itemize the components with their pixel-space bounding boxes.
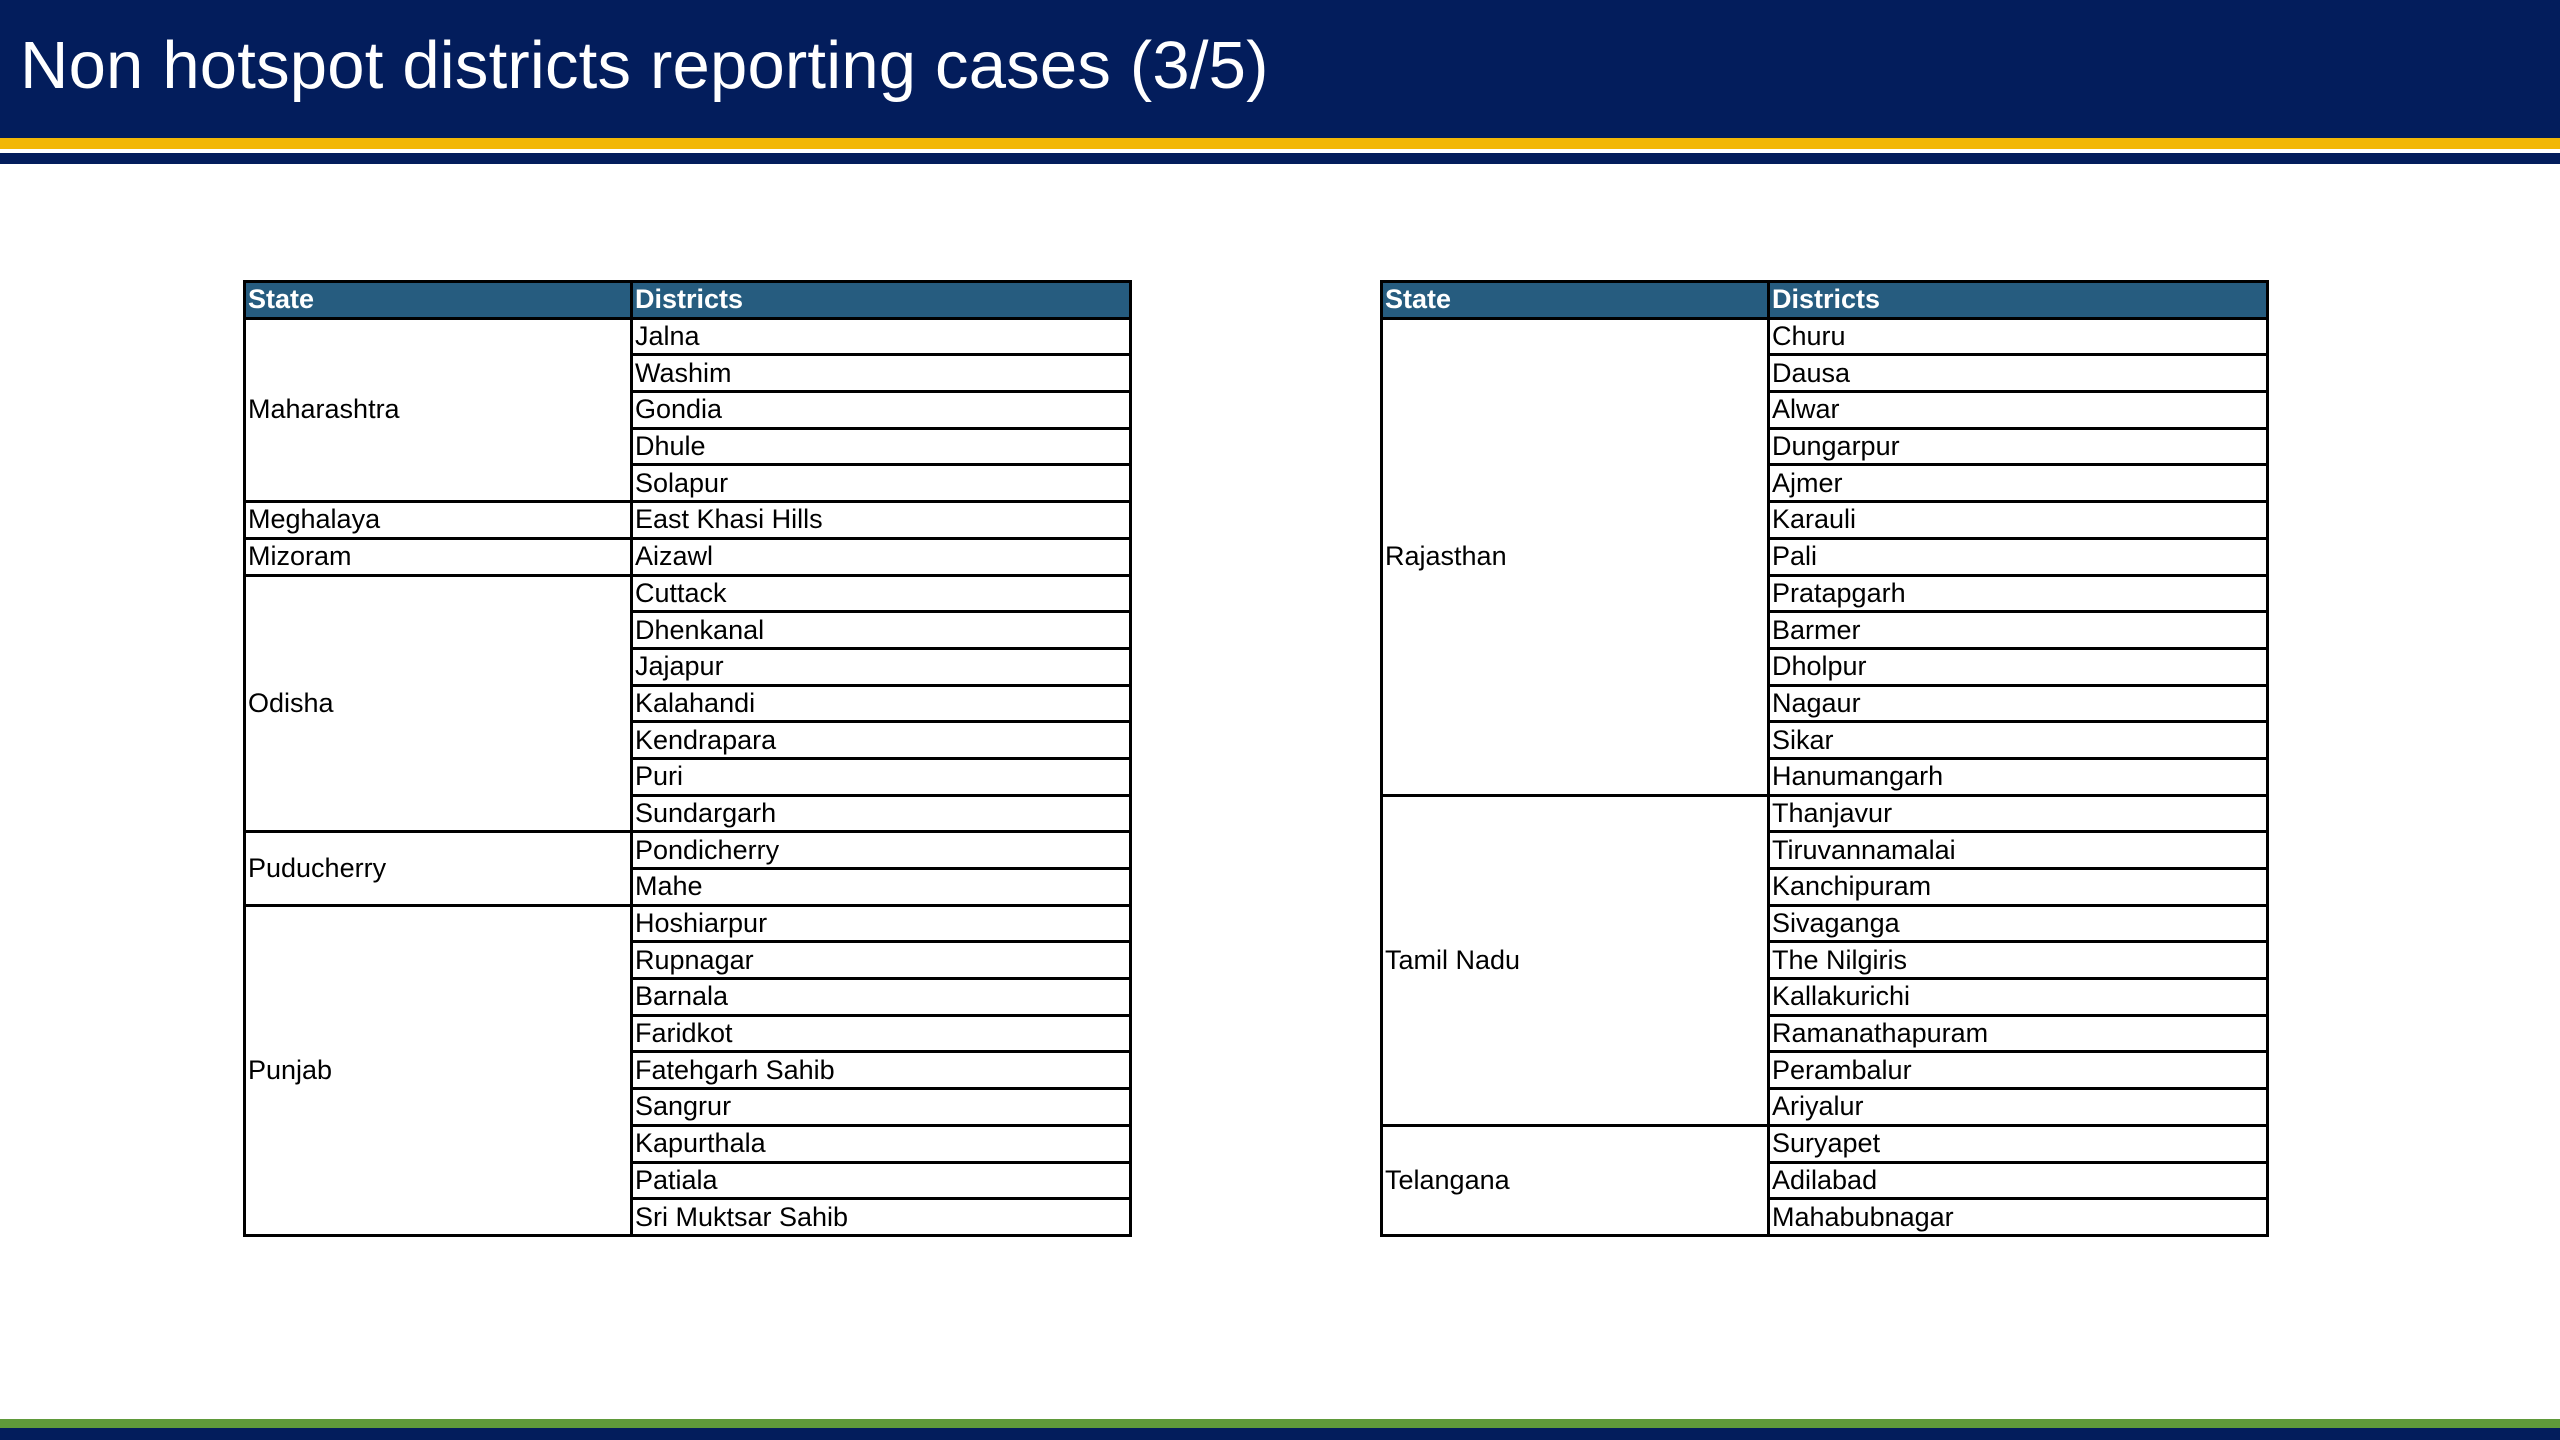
district-cell: Alwar: [1769, 392, 2268, 429]
district-cell: Ajmer: [1769, 465, 2268, 502]
footer-green-stripe: [0, 1419, 2560, 1428]
state-cell: Mizoram: [245, 538, 632, 575]
state-cell: Meghalaya: [245, 502, 632, 539]
district-cell: Sangrur: [632, 1089, 1131, 1126]
district-cell: Adilabad: [1769, 1162, 2268, 1199]
table-row: [245, 832, 1131, 869]
state-cell: Rajasthan: [1382, 318, 1769, 795]
navy-divider-stripe: [0, 153, 2560, 164]
district-cell: Cuttack: [632, 575, 1131, 612]
table-row: [245, 318, 1131, 355]
district-cell: Dausa: [1769, 355, 2268, 392]
districts-column-header: Districts: [1769, 282, 2268, 319]
district-cell: Kendrapara: [632, 722, 1131, 759]
district-cell: Jalna: [632, 318, 1131, 355]
state-cell: Punjab: [245, 905, 632, 1235]
district-cell: Faridkot: [632, 1015, 1131, 1052]
districts-column-header: Districts: [632, 282, 1131, 319]
district-cell: Gondia: [632, 392, 1131, 429]
district-cell: Barnala: [632, 979, 1131, 1016]
gold-divider-stripe: [0, 138, 2560, 149]
district-cell: Sri Muktsar Sahib: [632, 1199, 1131, 1236]
district-cell: Karauli: [1769, 502, 2268, 539]
districts-table-left: [243, 280, 1132, 1237]
table-row: [245, 538, 1131, 575]
table-header-row: [245, 282, 1131, 319]
district-cell: Hoshiarpur: [632, 905, 1131, 942]
district-cell: Dhenkanal: [632, 612, 1131, 649]
district-cell: Pratapgarh: [1769, 575, 2268, 612]
district-cell: Sivaganga: [1769, 905, 2268, 942]
district-cell: Jajapur: [632, 648, 1131, 685]
district-cell: Pali: [1769, 538, 2268, 575]
state-cell: Tamil Nadu: [1382, 795, 1769, 1125]
district-cell: Thanjavur: [1769, 795, 2268, 832]
state-cell: Maharashtra: [245, 318, 632, 501]
table-header-row: [1382, 282, 2268, 319]
district-cell: Kalahandi: [632, 685, 1131, 722]
table-row: [1382, 318, 2268, 355]
district-cell: Dhule: [632, 428, 1131, 465]
district-cell: Washim: [632, 355, 1131, 392]
table-row: [245, 575, 1131, 612]
district-cell: Solapur: [632, 465, 1131, 502]
district-cell: Nagaur: [1769, 685, 2268, 722]
district-cell: Rupnagar: [632, 942, 1131, 979]
district-cell: The Nilgiris: [1769, 942, 2268, 979]
district-cell: Mahabubnagar: [1769, 1199, 2268, 1236]
district-cell: Perambalur: [1769, 1052, 2268, 1089]
district-cell: Hanumangarh: [1769, 758, 2268, 795]
district-cell: Mahe: [632, 869, 1131, 906]
district-cell: Suryapet: [1769, 1125, 2268, 1162]
district-cell: Patiala: [632, 1162, 1131, 1199]
district-cell: East Khasi Hills: [632, 502, 1131, 539]
district-cell: Puri: [632, 758, 1131, 795]
district-cell: Sikar: [1769, 722, 2268, 759]
state-column-header: State: [1382, 282, 1769, 319]
table-row: [1382, 1125, 2268, 1162]
district-cell: Sundargarh: [632, 795, 1131, 832]
table-row: [245, 905, 1131, 942]
district-cell: Pondicherry: [632, 832, 1131, 869]
footer-navy-stripe: [0, 1428, 2560, 1440]
district-cell: Ariyalur: [1769, 1089, 2268, 1126]
state-cell: Puducherry: [245, 832, 632, 905]
district-cell: Kallakurichi: [1769, 979, 2268, 1016]
districts-table-right: [1380, 280, 2269, 1237]
slide-title: Non hotspot districts reporting cases (3/5): [20, 28, 1269, 103]
table-row: [245, 502, 1131, 539]
title-bar: [0, 0, 2560, 138]
state-cell: Telangana: [1382, 1125, 1769, 1235]
district-cell: Aizawl: [632, 538, 1131, 575]
district-cell: Kanchipuram: [1769, 869, 2268, 906]
district-cell: Churu: [1769, 318, 2268, 355]
state-cell: Odisha: [245, 575, 632, 832]
district-cell: Kapurthala: [632, 1125, 1131, 1162]
table-row: [1382, 795, 2268, 832]
district-cell: Barmer: [1769, 612, 2268, 649]
district-cell: Fatehgarh Sahib: [632, 1052, 1131, 1089]
district-cell: Tiruvannamalai: [1769, 832, 2268, 869]
district-cell: Dungarpur: [1769, 428, 2268, 465]
district-cell: Dholpur: [1769, 648, 2268, 685]
district-cell: Ramanathapuram: [1769, 1015, 2268, 1052]
state-column-header: State: [245, 282, 632, 319]
